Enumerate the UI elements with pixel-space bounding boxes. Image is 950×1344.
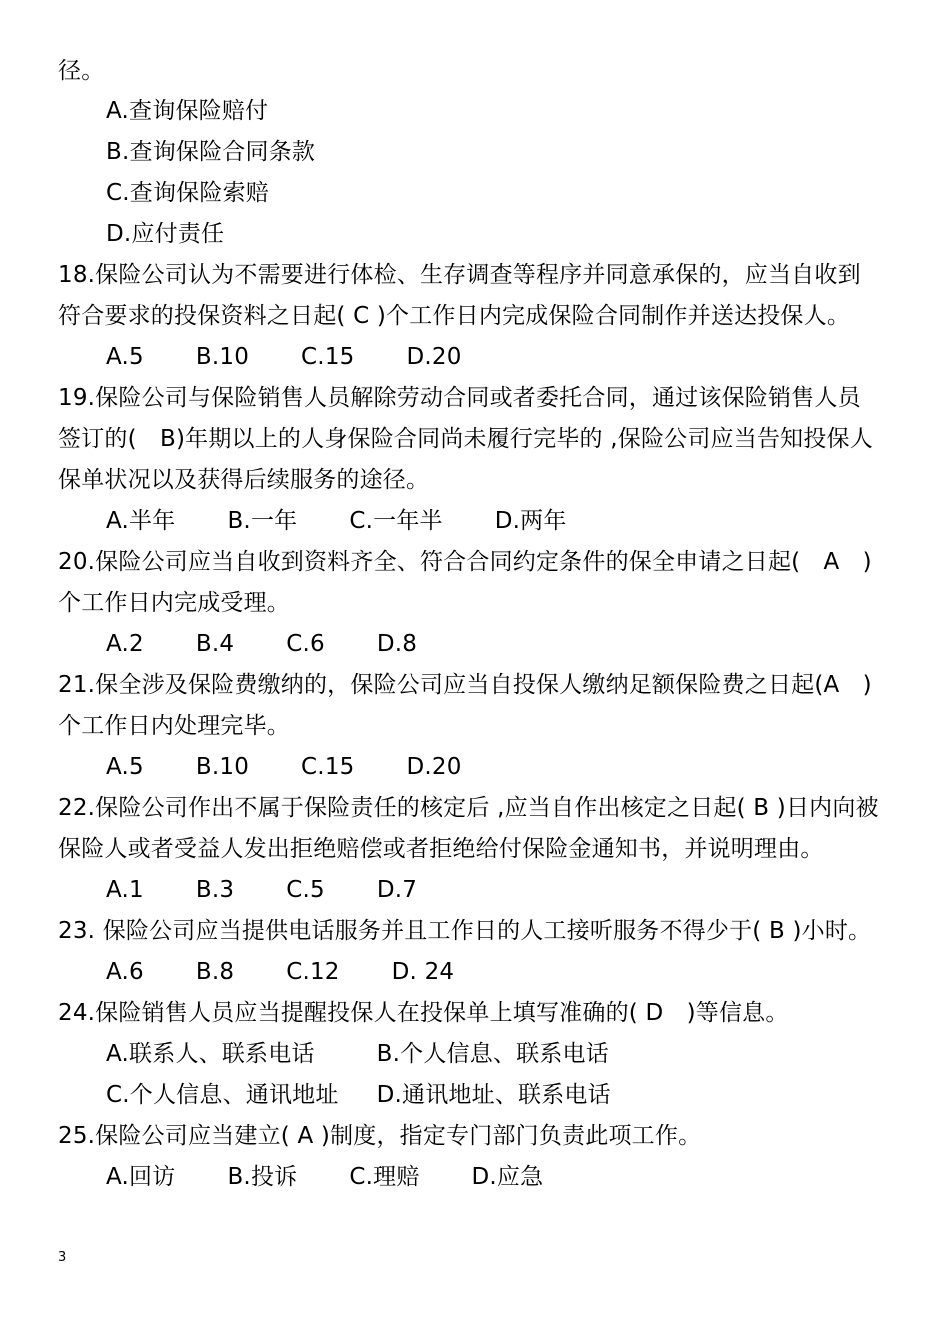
question-25: 25.保险公司应当建立( A )制度，指定专门部门负责此项工作。 [58, 1123, 702, 1149]
option-line: D.应付责任 [106, 221, 225, 247]
option: A.5 [106, 754, 144, 780]
option: D.通讯地址、联系电话 [376, 1082, 611, 1108]
option: B.8 [195, 959, 235, 985]
question-19-cont: 保单状况以及获得后续服务的途径。 [58, 467, 430, 493]
option: C.15 [301, 344, 355, 370]
question-21-cont: 个工作日内处理完毕。 [58, 713, 290, 739]
option: A.半年 [106, 508, 176, 534]
option: C.12 [286, 959, 340, 985]
option: A.回访 [106, 1164, 176, 1190]
question-20: 20.保险公司应当自收到资料齐全、符合合同约定条件的保全申请之日起( A ) [58, 549, 872, 575]
text-line: 径。 [58, 58, 105, 84]
question-20-cont: 个工作日内完成受理。 [58, 590, 290, 616]
option-line: A.查询保险赔付 [106, 98, 269, 124]
option: C.15 [301, 754, 355, 780]
option: C.6 [286, 631, 325, 657]
question-24-options-row2 [106, 1080, 663, 1110]
option: D.8 [376, 631, 418, 657]
question-23-options [106, 957, 506, 987]
option: B.个人信息、联系电话 [376, 1041, 609, 1067]
option: C.一年半 [349, 508, 443, 534]
option: B.投诉 [227, 1164, 298, 1190]
option: A.6 [106, 959, 144, 985]
option: C.理赔 [349, 1164, 420, 1190]
question-24-options-row1 [106, 1039, 661, 1069]
question-21-options [106, 752, 514, 782]
option: D.20 [406, 344, 462, 370]
option: D.7 [376, 877, 418, 903]
option: B.4 [195, 631, 235, 657]
question-22: 22.保险公司作出不属于保险责任的核定后 ,应当自作出核定之日起( B )日内向被 [58, 795, 879, 821]
question-19: 19.保险公司与保险销售人员解除劳动合同或者委托合同，通过该保险销售人员 [58, 385, 861, 411]
option: A.联系人、联系电话 [106, 1041, 315, 1067]
option-line: C.查询保险索赔 [106, 180, 269, 206]
option: B.3 [195, 877, 235, 903]
option: B.10 [195, 344, 250, 370]
question-19-options [106, 506, 619, 536]
option: B.一年 [227, 508, 298, 534]
question-22-options [106, 875, 469, 905]
question-24: 24.保险销售人员应当提醒投保人在投保单上填写准确的( D )等信息。 [58, 1000, 789, 1026]
question-25-options [106, 1162, 595, 1192]
question-22-cont: 保险人或者受益人发出拒绝赔偿或者拒绝给付保险金通知书，并说明理由。 [58, 836, 824, 862]
option-line: B.查询保险合同条款 [106, 139, 316, 165]
option: D.20 [406, 754, 462, 780]
option: D. 24 [391, 959, 455, 985]
option: A.5 [106, 344, 144, 370]
option: D.应急 [471, 1164, 544, 1190]
question-18-cont: 符合要求的投保资料之日起( C )个工作日内完成保险合同制作并送达投保人。 [58, 303, 851, 329]
option: A.2 [106, 631, 144, 657]
option: C.5 [286, 877, 325, 903]
page-number: 3 [58, 1250, 67, 1265]
option: A.1 [106, 877, 144, 903]
question-21: 21.保全涉及保险费缴纳的，保险公司应当自投保人缴纳足额保险费之日起(A ) [58, 672, 872, 698]
option: D.两年 [494, 508, 567, 534]
option: C.个人信息、通讯地址 [106, 1082, 339, 1108]
question-18-options [106, 342, 514, 372]
question-18: 18.保险公司认为不需要进行体检、生存调查等程序并同意承保的，应当自收到 [58, 262, 861, 288]
option: B.10 [195, 754, 250, 780]
question-20-options [106, 629, 469, 659]
question-19-cont: 签订的( B)年期以上的人身保险合同尚未履行完毕的 ,保险公司应当告知投保人 [58, 426, 873, 452]
question-23: 23. 保险公司应当提供电话服务并且工作日的人工接听服务不得少于( B )小时。 [58, 918, 872, 944]
